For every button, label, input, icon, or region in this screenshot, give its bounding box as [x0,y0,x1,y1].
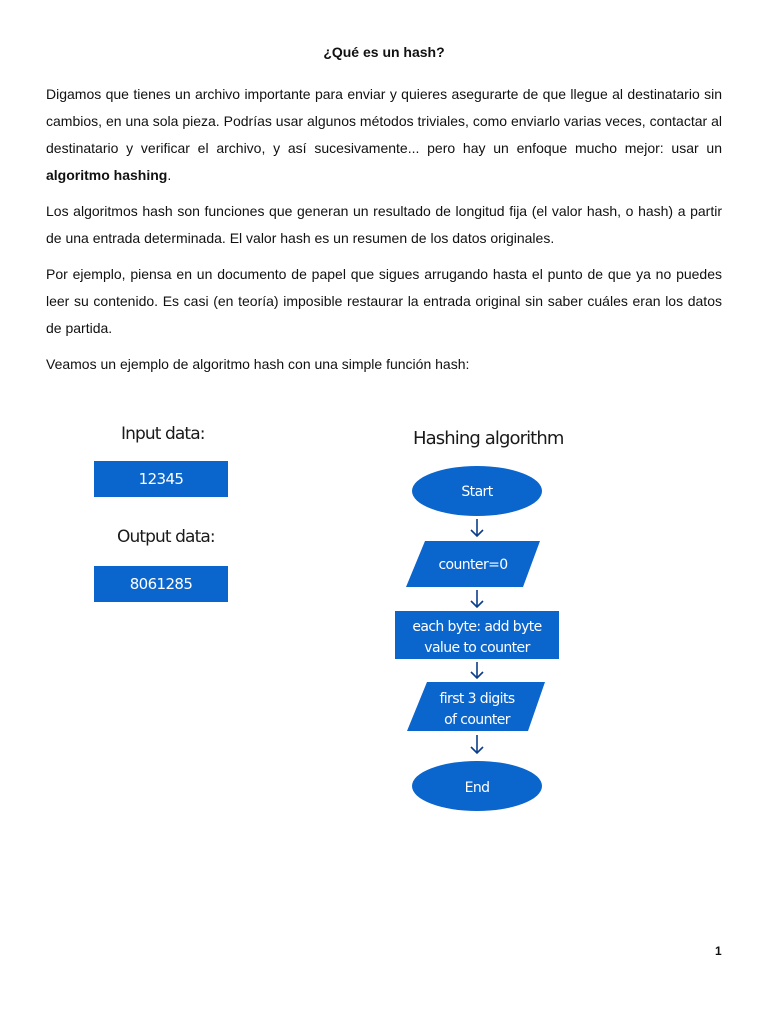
input-data-value: 12345 [138,470,184,488]
first-3-digits-text-line2: of counter [444,712,510,728]
arrow-down-4 [471,735,483,753]
hashing-flowchart [395,463,565,813]
arrow-down-1 [471,519,483,536]
page-number: 1 [715,944,722,958]
output-data-box [94,566,228,602]
paragraph-example: Por ejemplo, piensa en un documento de papel que sigues arrugando hasta el punto de que ya no puedes leer su contenido. Es casi (en teoría) imposible restaurar la entrada original sin saber cuáles eran los datos de partida. [46,266,722,336]
arrow-down-3 [471,662,483,678]
hashing-algorithm-title: Hashing algorithm [413,428,564,449]
input-data-label: Input data: [121,424,205,444]
paragraph-intro-text: Digamos que tienes un archivo importante para enviar y quieres asegurarte de que llegue al destinatario sin cambios, en una sola pieza. Podrías usar algunos métodos triviales, como enviarlo varias veces, contactar al destinatario y verificar el archivo, y así sucesivamente... pero hay un enfoque mucho mejor: usar un [46,86,722,156]
output-data-label: Output data: [117,527,215,547]
arrow-down-2 [471,590,483,607]
end-text: End [464,780,490,796]
paragraph-intro [46,81,722,189]
page-title: ¿Qué es un hash? [323,44,445,60]
start-text: Start [461,484,493,500]
input-data-box [94,461,228,497]
first-3-digits-text-line1: first 3 digits [439,691,515,707]
paragraph-intro-end: . [167,167,172,183]
add-byte-text-line1: each byte: add byte [412,619,542,635]
output-data-value: 8061285 [129,575,193,593]
paragraph-definition: Los algoritmos hash son funciones que generan un resultado de longitud fija (el valor hash, o hash) a partir de una entrada determinada. El valor hash es un resumen de los datos originales. [46,203,722,246]
init-counter-text: counter=0 [438,557,508,573]
paragraph-lead-in: Veamos un ejemplo de algoritmo hash con una simple función hash: [46,356,470,372]
algoritmo-hashing-bold: algoritmo hashing [46,167,168,183]
add-byte-text-line2: value to counter [424,640,530,656]
